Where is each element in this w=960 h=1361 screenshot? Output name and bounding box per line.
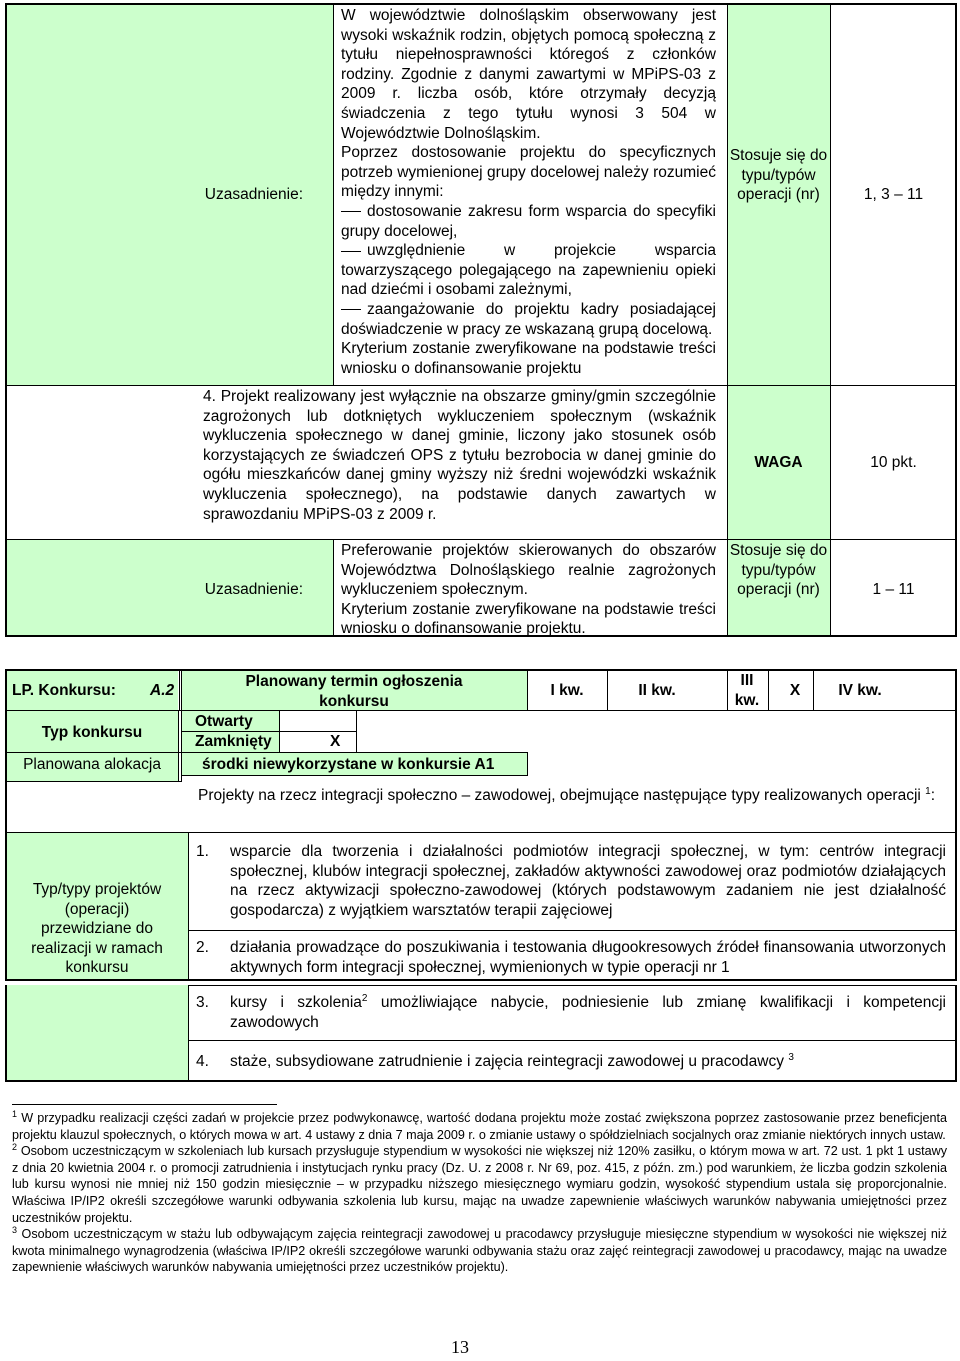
row3-paragraph-1: Preferowanie projektów skierowanych do obszarów Województwa Dolnośląskiego realnie zagrożonych wykluczeniem społecznym. [341,542,716,599]
row1-justification-content [341,6,716,378]
lp-label: LP. Konkursu: [12,682,116,699]
dash-icon [341,309,361,310]
type-4-num: 4. [196,1053,209,1070]
quarter-mark: X [789,682,801,699]
type-1-text: wsparcie dla tworzenia i działalności podmiotów integracji społecznej, w tym: centrów integracji społecznej, klubów integracji społecznej, zakładów aktywności zawodowej oraz podmiotów działających na rzecz aktywizacji społeczno-zawodowej (których podstawowym zadaniem nie jest działalność gospodarcza) z wyjątkiem warsztatów terapii zajęciowej [230,843,946,919]
allocation-value: środki niewykorzystane w konkursie A1 [202,756,495,773]
contest-type-closed: Zamknięty [195,733,272,750]
row1-bullet-3: zaangażowanie do projektu kadry posiadającej doświadczenie w pracy ze wskazaną grupą docelową. [341,300,716,338]
types-continued-bg [7,985,188,1080]
type-3-text: kursy i szkolenia$^2$ umożliwiające nabycie, podniesienie lub zmianę kwalifikacji i kompetencji zawodowych [230,992,947,1031]
quarter-1: I kw. [550,682,584,699]
quarter-3: III kw. [734,672,760,709]
footnotes [12,1110,947,1276]
contest-type-closed-mark: X [330,733,341,750]
footnote-1: $^1$ W przypadku realizacji części zadań w projekcie przez podwykonawcę, wartość dodana projektu może zostać zwiększona poprzez zastosowanie przez beneficjenta projektu klauzul społecznych, o których mowa w art. 4 ustawy z dnia 7 maja 2009 r. o zmianie ustawy o spółdzielniach socjalnych oraz zmianie niektórych innych ustaw. [12,1108,947,1142]
row1-bullet-2: uwzględnienie w projekcie wsparcia towarzyszącego polegającego na zapewnieniu opieki nad dziećmi i osobami zależnymi, [341,242,716,299]
row3-paragraph-2: Kryterium zostanie zweryfikowane na podstawie treści wniosku o dofinansowanie projektu. [341,600,716,638]
type-4-text: staże, subsydiowane zatrudnienie i zajęcia reintegracji zawodowej u pracodawcy $^3$ [230,1051,794,1070]
type-2-text: działania prowadzące do poszukiwania i testowania długookresowych źródeł finansowania utworzonych aktywnych form integracji społecznej, wymienionych w typie operacji nr 1 [230,939,946,976]
page-number: 13 [451,1337,469,1357]
footnote-separator [12,1104,277,1105]
row1-applies-label: Stosuje się do typu/typów operacji (nr) [729,147,828,204]
row3-justification-label: Uzasadnienie: [204,581,303,598]
contest-type-label: Typ konkursu [41,724,143,741]
row1-bullet-1: dostosowanie zakresu form wsparcia do specyfiki grupy docelowej, [341,202,716,240]
row1-applies-value: 1, 3 – 11 [863,186,924,203]
row3-applies-value: 1 – 11 [872,581,915,598]
lp-value: A.2 [150,682,175,699]
quarter-4: IV kw. [838,682,882,699]
footnote-3: $^3$ Osobom uczestniczącym w stażu lub odbywającym zajęcia reintegracji zawodowej u pracodawcy przysługuje miesięczne stypendium w wysokości nie większej niż kwota minimalnego wynagrodzenia (właściwa IP/IP2 określi szczegółowe warunki odbywania stażu oraz zajęć reintegracji zawodowej u pracodawcy, mając na uwadze zapewnienie właściwych warunków nabywania umiejętności przez uczestników projektu). [12,1224,948,1275]
type-1-num: 1. [196,843,209,860]
criterion-4-text: 4. Projekt realizowany jest wyłącznie na obszarze gminy/gmin szczególnie zagrożonych lub dotkniętych wykluczeniem społecznym (wskaźnik wykluczenia społecznego w danej gminie, liczony jako stosunek osób korzystających ze świadczeń OPS z tytułu bezrobocia w danej gminie do ogółu mieszkańców danej gminy wyższy niż średni wojewódzki wskaźnik wykluczenia społecznego), na podstawie danych zawartych w sprawozdaniu MPiPS-03 z 2009 r. [203,388,716,523]
project-types-intro: Projekty na rzecz integracji społeczno – zawodowej, obejmujące następujące typy realizowanych operacji $^1$: [198,785,936,804]
row1-paragraph-1: W województwie dolnośląskim obserwowany jest wysoki wskaźnik rodzin, objętych pomocą społeczną z tytułu niepełnosprawności któregoś z członków rodziny. Zgodnie z danymi zawartymi w MPiPS-03 z 2009 r. liczba osób, które otrzymały decyzją świadczenia z tego tytułu wynosi 3 504 w Województwie Dolnośląskim. [341,7,716,142]
weight-value: 10 pkt. [870,454,917,471]
dash-icon [341,251,361,252]
type-2-num: 2. [196,939,209,956]
footnote-2: $^2$ Osobom uczestniczącym w szkoleniach lub kursach przysługuje stypendium w wysokości nie większej niż 120% zasiłku, o którym mowa w art. 72 ust. 1 pkt 1 ustawy z dnia 20 kwietnia 2004 r. o promocji zatrudnienia i instytucjach rynku pracy (Dz. U. z 2008 r. Nr 69, poz. 415, z późn. zm.) pod warunkiem, że liczba godzin szkolenia lub kursu wynosi nie mniej niż 150 godzin miesięcznie – w przypadku niższego miesięcznego wymiaru godzin, wysokość stypendium ustala się proporcjonalnie. Właściwa IP/IP2 określi szczegółowe warunki odbywania szkolenia lub kursu, mając na uwadze zapewnienie właściwych warunków nabywania umiejętności przez uczestników projektu. [12,1142,948,1225]
type-3-num: 3. [196,994,209,1011]
row3-applies-label: Stosuje się do typu/typów operacji (nr) [729,542,828,599]
row3-justification-content [341,541,716,639]
contest-type-open: Otwarty [195,713,253,730]
project-types-label: Typ/typy projektów (operacji) przewidziane do realizacji w ramach konkursu [31,881,163,977]
allocation-label: Planowana alokacja [23,756,161,773]
quarter-2: II kw. [638,682,676,699]
weight-label: WAGA [754,454,803,471]
row1-justification-label: Uzasadnienie: [204,186,303,203]
row1-paragraph-2: Poprzez dostosowanie projektu do specyficznych potrzeb wymienionej grupy docelowej należy rozumieć między innymi: [341,144,716,201]
dash-icon [341,211,361,212]
planned-date-label: Planowany termin ogłoszenia konkursu [245,673,463,710]
row1-paragraph-3: Kryterium zostanie zweryfikowane na podstawie treści wniosku o dofinansowanie projektu [341,340,716,377]
